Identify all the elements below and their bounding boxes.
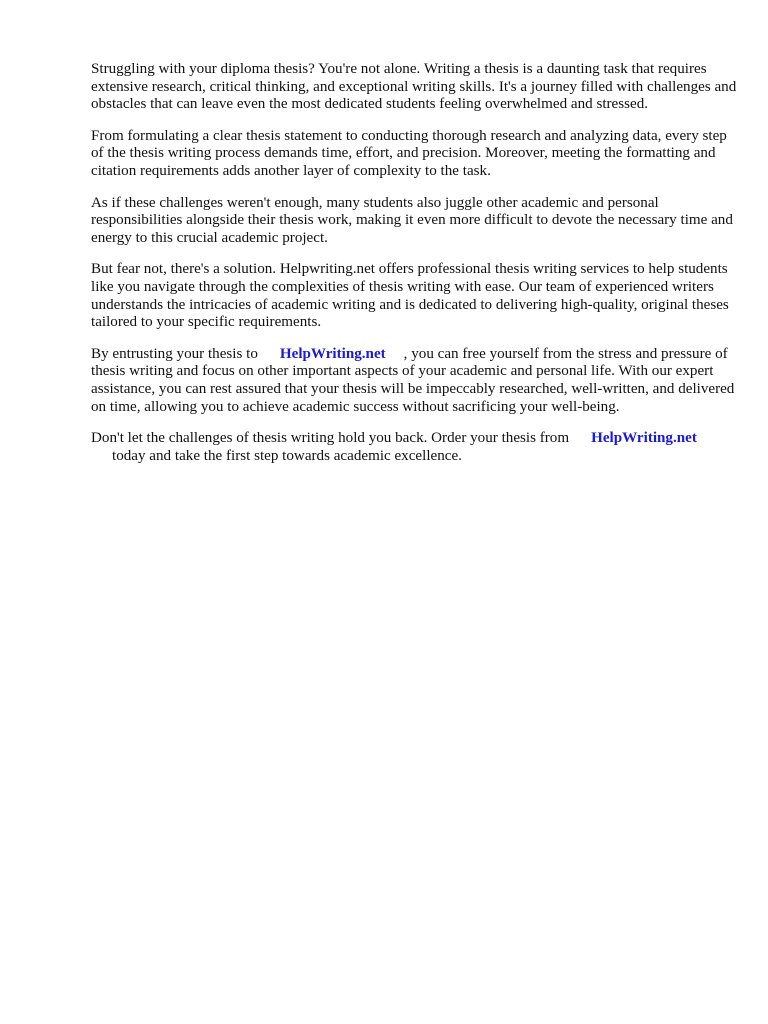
paragraph-1: Struggling with your diploma thesis? You're not alone. Writing a thesis is a daunting task that requires extensive research, critical thinking, and exceptional writing skills. It's a journey filled with challenges and obstacles that can leave even the most dedicated students feeling overwhelmed and stressed. xyxy=(91,61,737,113)
paragraph-5-rest: , you can free yourself from the stress and pressure of thesis writing and focus on other important aspects of your academic and personal life. With our expert assistance, you can rest assured that your thesis will be impeccably researched, well-written, and delivered on time, allowing you to achieve academic success without sacrificing your well-being. xyxy=(91,345,735,415)
paragraph-5 xyxy=(91,346,741,416)
paragraph-5-lead: By entrusting your thesis to xyxy=(91,345,258,362)
paragraph-6 xyxy=(91,430,741,465)
document-body xyxy=(91,61,741,479)
paragraph-3: As if these challenges weren't enough, many students also juggle other academic and personal responsibilities alongside their thesis work, making it even more difficult to devote the necessary time and energy to this crucial academic project. xyxy=(91,194,733,246)
paragraph-2: From formulating a clear thesis statement to conducting thorough research and analyzing data, every step of the thesis writing process demands time, effort, and precision. Moreover, meeting the formatting and citation requirements adds another layer of complexity to the task. xyxy=(91,127,727,179)
paragraph-6-rest: today and take the first step towards academic excellence. xyxy=(112,447,462,464)
paragraph-4: But fear not, there's a solution. Helpwriting.net offers professional thesis writing services to help students like you navigate through the complexities of thesis writing with ease. Our team of experienced writers understands the intricacies of academic writing and is dedicated to delivering high-quality, original theses tailored to your specific requirements. xyxy=(91,261,729,331)
paragraph-6-lead: Don't let the challenges of thesis writing hold you back. Order your thesis from xyxy=(91,430,570,447)
helpwriting-link[interactable]: HelpWriting.net xyxy=(279,345,386,362)
helpwriting-link-2[interactable]: HelpWriting.net xyxy=(591,430,697,447)
